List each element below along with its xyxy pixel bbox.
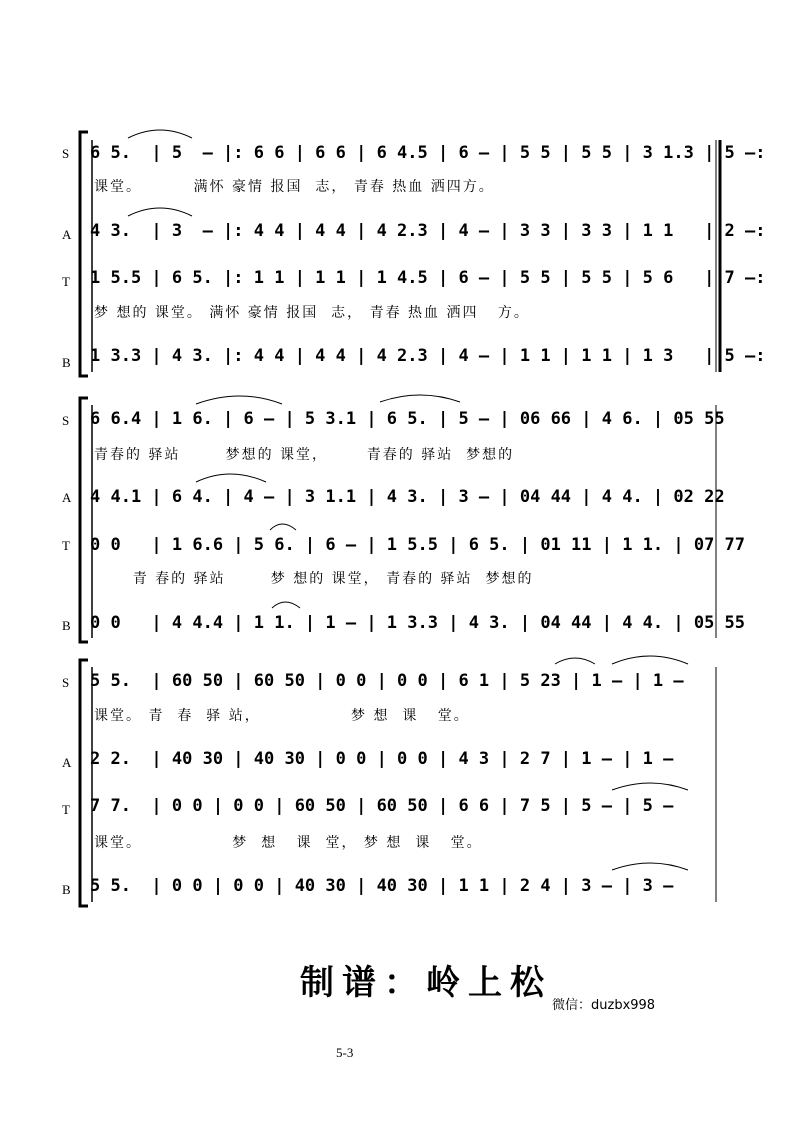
slur <box>128 130 192 138</box>
notes-t1: 1 5.5 | 6 5. |: 1 1 | 1 1 | 1 4.5 | 6 – | 5 5 | 5 5 | 5 6 | 7 –: <box>90 268 766 288</box>
bracket-system-2 <box>80 398 88 642</box>
notes-b3: 5 5. | 0 0 | 0 0 | 40 30 | 40 30 | 1 1 | 2 4 | 3 – | 3 – <box>90 876 674 896</box>
slur <box>612 863 688 870</box>
slur <box>555 658 595 664</box>
slur <box>196 396 282 404</box>
notes-b1: 1 3.3 | 4 3. |: 4 4 | 4 4 | 4 2.3 | 4 – | 1 1 | 1 1 | 1 3 | 5 –: <box>90 346 766 366</box>
lyric-t1: 梦 想的 课堂。 满怀 豪情 报国 志， 青春 热血 洒四 方。 <box>94 305 530 321</box>
bracket-system-3 <box>80 660 88 906</box>
lyric-t2: 青 春的 驿站 梦 想的 课堂， 青春的 驿站 梦想的 <box>94 571 534 587</box>
lyric-s3: 课堂。 青 春 驿 站， 梦 想 课 堂。 <box>94 708 470 724</box>
notes-b2: 0 0 | 4 4.4 | 1 1. | 1 – | 1 3.3 | 4 3. | 04 44 | 4 4. | 05 55 <box>90 613 746 633</box>
notes-s2: 6 6.4 | 1 6. | 6 – | 5 3.1 | 6 5. | 5 – | 06 66 | 4 6. | 05 55 <box>90 409 725 429</box>
notes-t2: 0 0 | 1 6.6 | 5 6. | 6 – | 1 5.5 | 6 5. | 01 11 | 1 1. | 07 77 <box>90 535 746 555</box>
voice-label-a2: A <box>62 490 72 505</box>
bracket-system-1 <box>80 132 88 376</box>
lyric-s1: 课堂。 满怀 豪情 报国 志， 青春 热血 洒四方。 <box>94 179 495 195</box>
slur <box>270 524 296 530</box>
wechat-contact: 微信：duzbx998 <box>552 998 656 1013</box>
voice-label-b2: B <box>62 618 71 633</box>
notes-a3: 2 2. | 40 30 | 40 30 | 0 0 | 0 0 | 4 3 | 2 7 | 1 – | 1 – <box>90 749 674 769</box>
voice-label-a1: A <box>62 227 72 242</box>
voice-label-t1: T <box>62 274 70 289</box>
voice-label-s2: S <box>62 413 70 428</box>
notes-s1: 6 5. | 5 – |: 6 6 | 6 6 | 6 4.5 | 6 – | 5 5 | 5 5 | 3 1.3 | 5 –: <box>90 143 766 163</box>
voice-label-s1: S <box>62 146 70 161</box>
voice-label-t2: T <box>62 538 70 553</box>
slur <box>272 602 300 608</box>
slur <box>380 395 460 402</box>
slur <box>128 208 192 216</box>
notes-t3: 7 7. | 0 0 | 0 0 | 60 50 | 60 50 | 6 6 | 7 5 | 5 – | 5 – <box>90 796 674 816</box>
slur <box>612 656 688 664</box>
slur <box>196 474 266 482</box>
notes-s3: 5 5. | 60 50 | 60 50 | 0 0 | 0 0 | 6 1 | 5 23 | 1 – | 1 – <box>90 671 684 691</box>
voice-label-b3: B <box>62 882 71 897</box>
voice-label-s3: S <box>62 675 70 690</box>
arranger-credit: 制谱：岭上松 <box>300 963 552 1003</box>
voice-label-b1: B <box>62 355 71 370</box>
page-number: 5-3 <box>336 1045 354 1060</box>
voice-label-t3: T <box>62 802 70 817</box>
voice-label-a3: A <box>62 755 72 770</box>
lyric-s2: 青春的 驿站 梦想的 课堂， 青春的 驿站 梦想的 <box>94 447 515 463</box>
notes-a2: 4 4.1 | 6 4. | 4 – | 3 1.1 | 4 3. | 3 – | 04 44 | 4 4. | 02 22 <box>90 487 725 507</box>
lyric-t3: 课堂。 梦 想 课 堂， 梦 想 课 堂。 <box>94 835 483 851</box>
slur <box>612 783 688 790</box>
notes-a1: 4 3. | 3 – |: 4 4 | 4 4 | 4 2.3 | 4 – | 3 3 | 3 3 | 1 1 | 2 –: <box>90 221 766 241</box>
